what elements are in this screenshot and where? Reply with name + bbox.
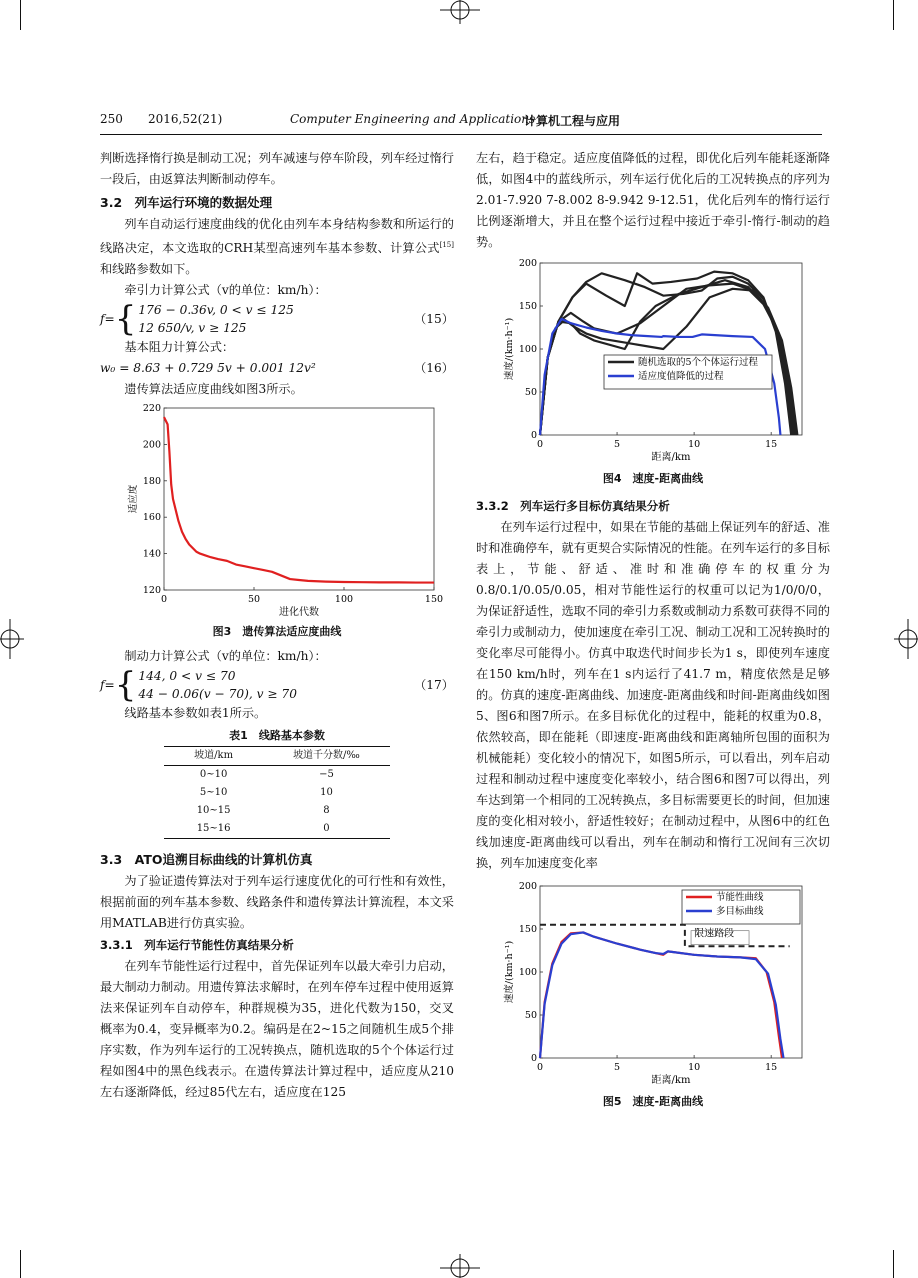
equation-17: f= { 144, 0 < v ≤ 70 44 − 0.06(v − 70), v ≥ 70 （17） [100,665,454,706]
registration-target-right [894,615,918,663]
plot-frame [164,408,434,590]
x-axis-label: 距离/km [651,1075,691,1086]
equation-16: w₀ = 8.63 + 0.729 5v + 0.001 12v² （16） [100,361,454,376]
page-number: 250 [100,112,123,126]
y-tick-label: 120 [142,585,161,597]
legend-entry: 适应度值降低的过程 [638,371,724,382]
table-row: 0~10 −5 [199,769,334,781]
y-axis-label: 速度/(km·h⁻¹) [504,940,515,1004]
y-tick-label: 200 [142,439,161,451]
speed-limit-line [540,925,790,947]
y-tick-label: 200 [518,258,537,269]
header-rule [100,134,822,135]
crop-mark-top-right [893,0,894,30]
x-tick-label: 100 [334,594,354,606]
x-axis-label: 距离/km [651,452,691,463]
series-line-2 [540,273,793,435]
table-header: 坡道/km [194,750,234,762]
section-heading-3-3: 3.3 ATO追溯目标曲线的计算机仿真 [100,852,313,868]
x-tick-label: 5 [614,439,621,450]
series-line-2 [540,932,784,1058]
x-tick-label: 15 [765,439,778,450]
registration-target-top [436,0,484,24]
left-column [100,148,454,1103]
figure-5-caption: 图5 速度-距离曲线 [602,1095,704,1108]
equation-15: f= { 176 − 0.36v, 0 < v ≤ 125 12 650/v, v ≥ 125 （15） [100,299,454,340]
journal-title-cn: 计算机工程与应用 [524,114,621,128]
figure-3-caption: 图3 遗传算法适应度曲线 [212,625,342,639]
crop-mark-top-left [20,0,21,30]
figure-4-speed-distance-chart [476,257,830,469]
y-tick-label: 100 [518,344,537,355]
x-tick-label: 0 [160,594,168,606]
x-tick-label: 0 [536,439,544,450]
x-tick-label: 150 [424,594,444,606]
x-tick-label: 10 [688,439,701,450]
series-line-1 [164,417,434,582]
paragraph-3-3-1: 在列车节能性运行过程中，首先保证列车以最大牵引力启动，最大制动力制动。用遗传算法求解时，在列车停车过程中使用返算法来保证列车自动停车，种群规模为35，进化代数为150，交叉概率为0.4，变异概率为0.2。编码是在2~15之间随机生成5个排序实数，作为列车运行的工况转换点，随机选取的5个个体运行过程如图4中的黑色线表示。在遗传算法计算过程中，适应度从210左右逐渐降低，经过85代左右，适应度在125 [100,959,454,1100]
y-tick-label: 50 [524,387,537,398]
x-tick-label: 0 [536,1062,544,1073]
y-tick-label: 50 [524,1010,537,1021]
journal-title-en: Computer Engineering and Applications [290,112,536,126]
legend-entry: 随机选取的5个个体运行过程 [638,357,759,368]
x-tick-label: 15 [765,1062,778,1073]
y-tick-label: 0 [530,430,537,441]
y-tick-label: 180 [142,475,161,487]
citation-ref: [15] [439,241,454,249]
table-1-line-parameters [164,746,390,839]
figure-5-speed-distance-chart [476,880,830,1092]
section-heading-3-3-1: 3.3.1 列车运行节能性仿真结果分析 [100,938,294,953]
figure-3-fitness-chart [100,400,454,622]
issue-info: 2016,52(21) [148,112,223,126]
y-tick-label: 200 [518,881,537,892]
resistance-label: 基本阻力计算公式： [124,340,235,355]
registration-target-bottom [436,1254,484,1278]
x-tick-label: 10 [688,1062,701,1073]
table-row: 10~15 8 [196,805,330,817]
annotation-label: 限速路段 [694,928,735,940]
table-row: 15~16 0 [164,820,390,839]
paragraph-3-2: 列车自动运行速度曲线的优化由列车本身结构参数和所运行的线路决定，本文选取的CRH某型高速列车基本参数、计算公式[15]和线路参数如下。 [100,217,454,277]
traction-label: 牵引力计算公式（v的单位：km/h）： [124,283,327,298]
registration-target-left [0,615,24,663]
x-tick-label: 5 [614,1062,621,1073]
table-1-caption: 表1 线路基本参数 [229,729,325,743]
crop-mark-bottom-left [20,1250,21,1278]
running-header [100,112,820,132]
section-heading-3-2: 3.2 列车运行环境的数据处理 [100,195,273,210]
right-column [476,148,830,1112]
y-tick-label: 140 [142,548,161,560]
y-tick-label: 150 [518,924,537,935]
figure-4-caption: 图4 速度-距离曲线 [602,472,704,485]
y-tick-label: 0 [530,1053,537,1064]
x-tick-label: 50 [247,594,261,606]
y-tick-label: 150 [518,301,537,312]
crop-mark-bottom-right [893,1250,894,1278]
table-header: 坡道千分数/‰ [293,750,360,762]
legend-entry: 多目标曲线 [716,906,764,917]
paragraph-intro: 判断选择惰行换是制动工况；列车减速与停车阶段，列车经过惰行一段后，由返算法判断制动停车。 [100,151,454,186]
y-tick-label: 100 [518,967,537,978]
legend-entry: 节能性曲线 [716,892,764,903]
y-tick-label: 160 [142,512,161,524]
y-axis-label: 适应度 [128,484,139,514]
paragraph-3-3: 为了验证遗传算法对于列车运行速度优化的可行性和有效性，根据前面的列车基本参数、线路条件和遗传算法计算流程，本文采用MATLAB进行仿真实验。 [100,874,454,931]
section-heading-3-3-2: 3.3.2 列车运行多目标仿真结果分析 [476,499,670,513]
y-tick-label: 220 [142,403,161,415]
brake-label: 制动力计算公式（v的单位：km/h）： [124,649,327,664]
table-intro: 线路基本参数如表1所示。 [124,706,267,721]
fig3-intro: 遗传算法适应度曲线如图3所示。 [124,382,303,397]
series-line-1 [540,932,782,1058]
table-row: 5~10 10 [199,787,333,799]
x-axis-label: 进化代数 [279,607,319,619]
paragraph-3-3-2: 在列车运行过程中，如果在节能的基础上保证列车的舒适、准时和准确停车，就有更契合实际情况的性能。在列车运行的多目标表上，节能、舒适、准时和准确停车的权重分为0.8/0.1/0.05/0.05，相对节能性运行的权重可以记为1/0/0/0，为保证舒适性，选取不同的牵引力系数或制动力系数可获得不同的牵引力或制动力，使加速度在牵引工况、制动工况和工况转换时的变化率尽可能得小。仿真中取迭代时间步长为1 s，即使列车速度在150 km/h时，列车在1 s内运行了41.7 m，精度依然是足够的。仿真的速度-距离曲线、加速度-距离曲线和时间-距离曲线如图5、图6和图7所示。在多目标优化的过程中，能耗的权重为0.8，依然较高，即在能耗（即速度-距离曲线和距离轴所包围的面积为机械能耗）变化较小的情况下，如图5所示，可以看出，列车启动过程和制动过程中速度变化率较小，结合图6和图7可以得出，列车达到第一个相同的工况转换点，多目标需要更长的时间，但加速度的变化相对较小，舒适性较好；在制动过程中，从图6中的红色线加速度-距离曲线可以看出，列车在制动和惰行工况间有三次切换，列车加速度变化率 [476,520,830,870]
y-axis-label: 速度/(km·h⁻¹) [504,317,515,381]
paragraph-continued: 左右，趋于稳定。适应度值降低的过程，即优化后列车能耗逐渐降低，如图4中的蓝线所示，列车运行优化后的工况转换点的序列为2.01-7.920 7-8.002 8-9.942 9-12.51，优化后列车的惰行运行比例逐渐增大，并且在整个运行过程中接近于牵引-惰行-制动的趋势。 [476,151,830,249]
